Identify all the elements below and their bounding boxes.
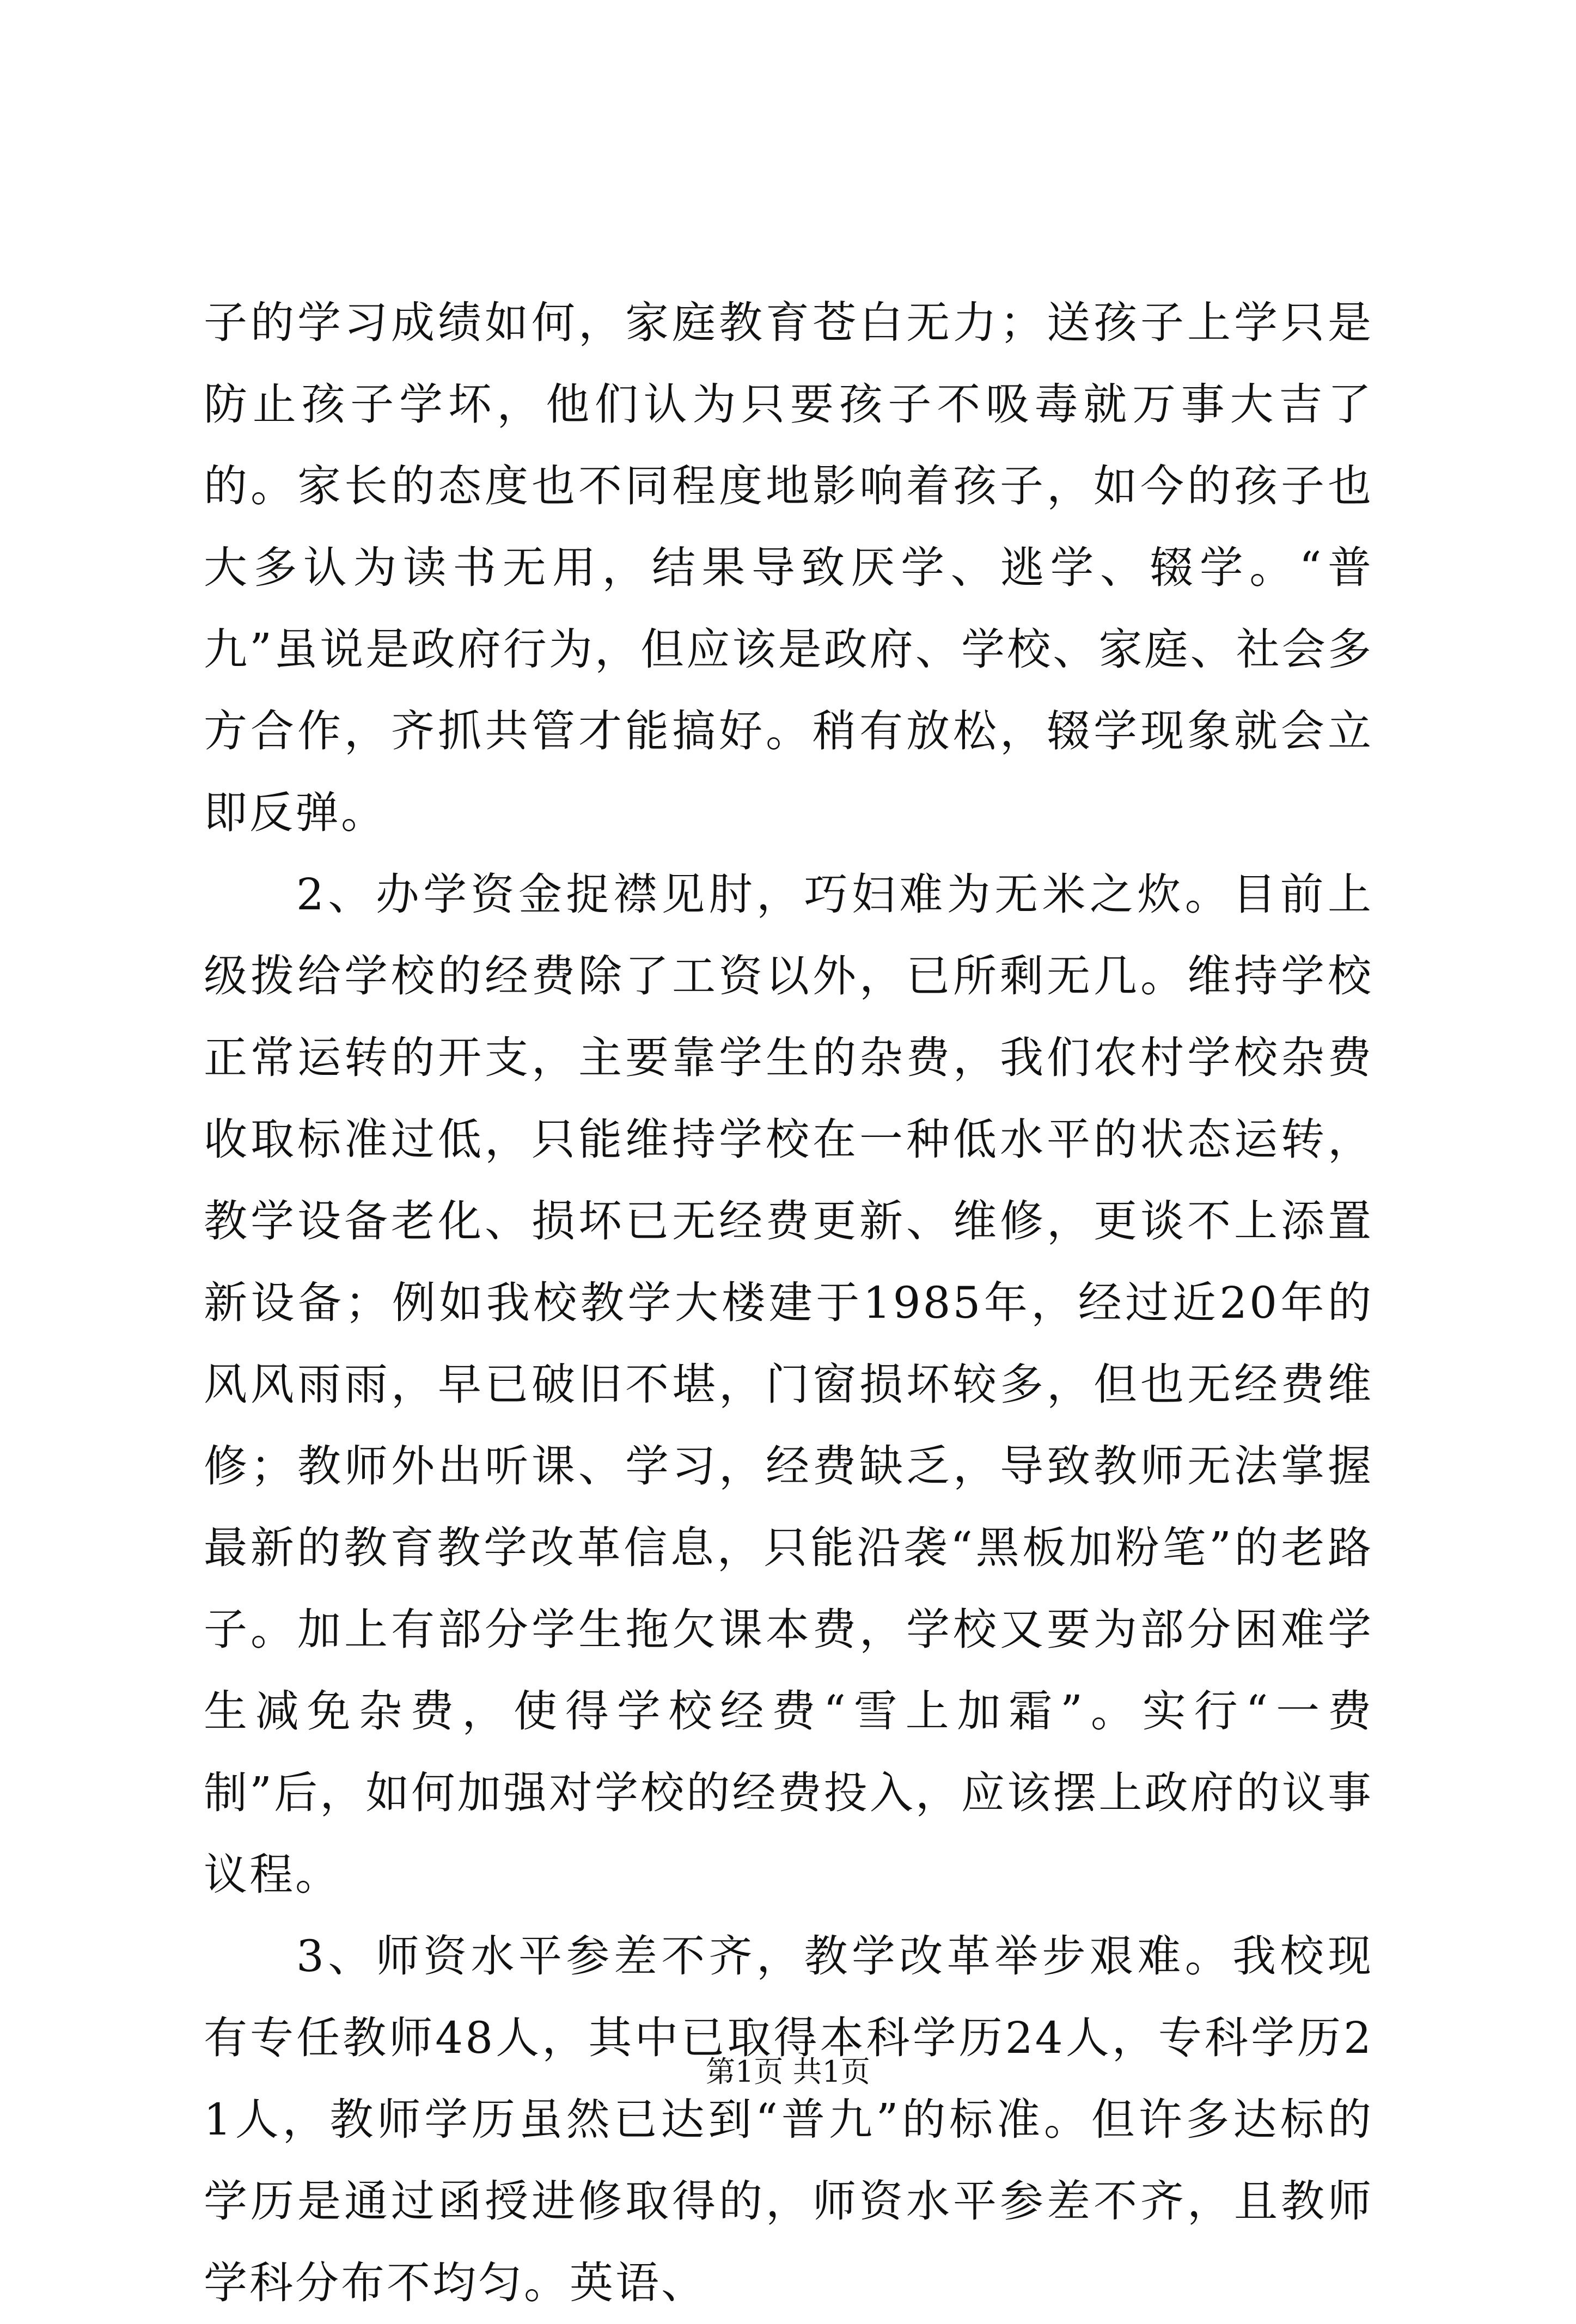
paragraph-item-2: 2、办学资金捉襟见肘，巧妇难为无米之炊。目前上级拨给学校的经费除了工资以外，已所剩无几。维持学校正常运转的开支，主要靠学生的杂费，我们农村学校杂费收取标准过低，只能维持学校在一种低水平的状态运转，教学设备老化、损坏已无经费更新、维修，更谈不上添置新设备；例如我校教学大楼建于1985年，经过近20年的风风雨雨，早已破旧不堪，门窗损坏较多，但也无经费维修；教师外出听课、学习，经费缺乏，导致教师无法掌握最新的教育教学改革信息，只能沿袭“黑板加粉笔”的老路子。加上有部分学生拖欠课本费，学校又要为部分困难学生减免杂费，使得学校经费“雪上加霜”。实行“一费制”后，如何加强对学校的经费投入，应该摆上政府的议事议程。 bbox=[204, 869, 1373, 1900]
document-body bbox=[204, 282, 1373, 2324]
paragraph-continuation: 子的学习成绩如何，家庭教育苍白无力；送孩子上学只是防止孩子学坏，他们认为只要孩子不吸毒就万事大吉了的。家长的态度也不同程度地影响着孩子，如今的孩子也大多认为读书无用，结果导致厌学、逃学、辍学。“普九”虽说是政府行为，但应该是政府、学校、家庭、社会多方合作，齐抓共管才能搞好。稍有放松，辍学现象就会立即反弹。 bbox=[204, 297, 1373, 838]
paragraph-item-3: 3、师资水平参差不齐，教学改革举步艰难。我校现有专任教师48人，其中已取得本科学历24人，专科学历21人，教师学历虽然已达到“普九”的标准。但许多达标的学历是通过函授进修取得的，师资水平参差不齐，且教师学科分布不均匀。英语、 bbox=[204, 1931, 1373, 2308]
page-number-footer: 第1页 共1页 bbox=[706, 2054, 870, 2089]
